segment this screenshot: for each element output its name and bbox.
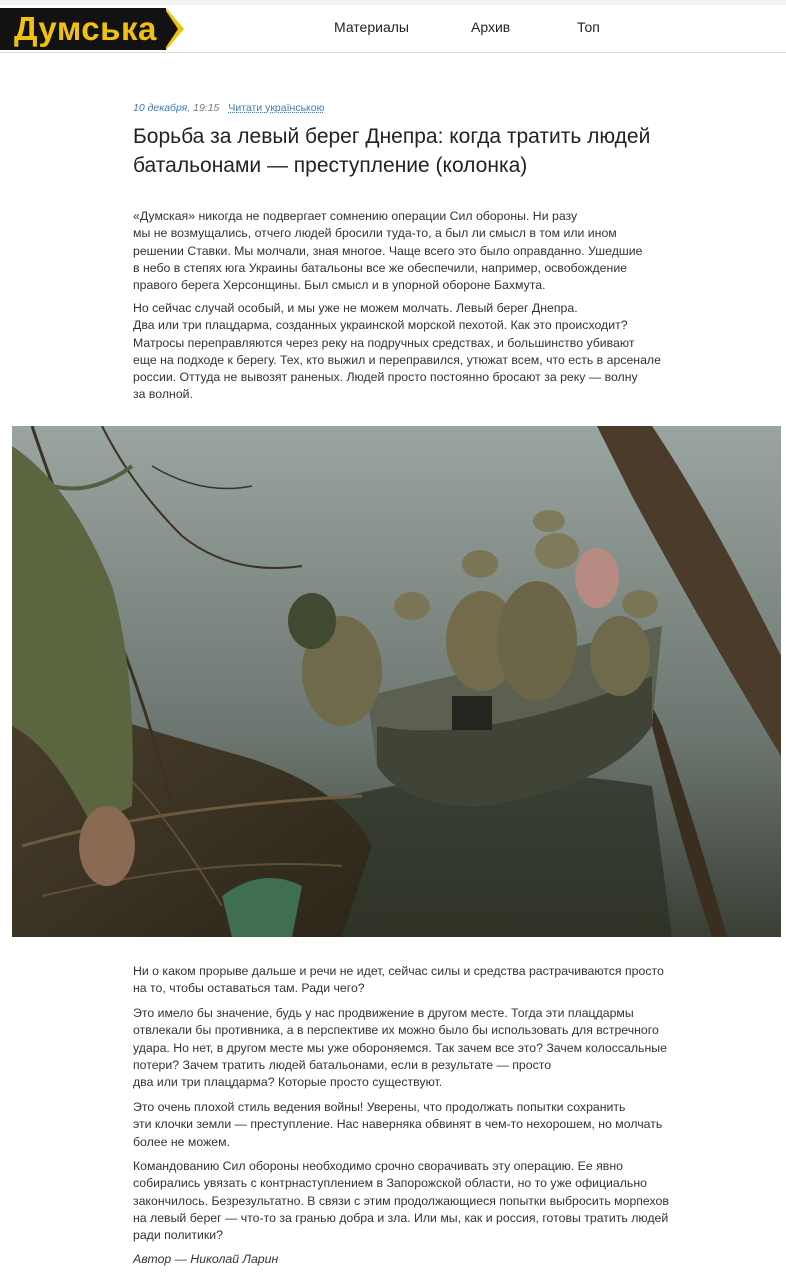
site-logo[interactable] xyxy=(0,8,186,50)
logo-text: Думська xyxy=(14,10,157,47)
article-title xyxy=(133,122,693,180)
article-meta xyxy=(133,102,324,114)
paragraph-line: правого берега Херсонщины. Был смысл и в упорной обороне Бахмута. xyxy=(133,278,546,293)
paragraph-line: потери? Зачем тратить людей батальонами, если в результате — просто xyxy=(133,1057,552,1072)
paragraph-line: в небо в степях юга Украины батальоны все же обеспечили, например, освобождение xyxy=(133,260,628,275)
paragraph-line: более не можем. xyxy=(133,1134,231,1149)
article-title-line: батальонами — преступление (колонка) xyxy=(133,154,528,177)
logo-dark-arrow xyxy=(164,8,178,50)
nav-materials[interactable]: Материалы xyxy=(334,19,409,35)
nav-archive[interactable]: Архив xyxy=(471,19,511,35)
article-paragraph xyxy=(133,300,661,404)
paragraph-line: собирались увязать с контрнаступлением в Запорожской области, но то уже официально xyxy=(133,1176,647,1191)
paragraph-line: Это имело бы значение, будь у нас продвижение в другом месте. Тогда эти плацдармы xyxy=(133,1006,634,1020)
paragraph-line: на то, чтобы оставаться там. Ради чего? xyxy=(133,981,365,996)
paragraph-line: «Думская» никогда не подвергает сомнению операции Сил обороны. Ни разу xyxy=(133,209,578,223)
paragraph-line: Командованию Сил обороны необходимо срочно сворачивать эту операцию. Ее явно xyxy=(133,1159,623,1173)
paragraph-line: мы не возмущались, отчего людей бросили туда-то, а был ли смысл в том или ином xyxy=(133,226,617,241)
paragraph-line: еще на подходе к берегу. Тех, кто выжил и переправился, утюжат всем, что есть в арсенале xyxy=(133,352,661,367)
nav-top[interactable]: Топ xyxy=(577,19,600,35)
paragraph-line: решении Ставки. Мы молчали, зная многое. Чаще всего это было оправданно. Ушедшие xyxy=(133,243,643,258)
article-date: 10 декабря xyxy=(133,102,188,114)
article-author: Автор — Николай Ларин xyxy=(133,1252,279,1266)
paragraph-line: удара. Но нет, в другом месте мы уже обороняемся. Так зачем все это? Зачем колоссальные xyxy=(133,1040,667,1055)
paragraph-line: два или три плацдарма? Которые просто существуют. xyxy=(133,1075,443,1090)
article-paragraph xyxy=(133,1158,669,1244)
paragraph-line: Это очень плохой стиль ведения войны! Уверены, что продолжать попытки сохранить xyxy=(133,1100,626,1114)
article-photo xyxy=(12,426,781,937)
paragraph-line: отвлекали бы противника, а в перспективе их можно было бы использовать для встречного xyxy=(133,1023,659,1038)
paragraph-line: Но сейчас случай особый, и мы уже не можем молчать. Левый берег Днепра. xyxy=(133,301,578,315)
article-time: , 19:15 xyxy=(187,102,220,114)
photo-illustration xyxy=(12,426,781,937)
header-top-strip xyxy=(0,0,786,5)
article-title-line: Борьба за левый берег Днепра: когда тратить людей xyxy=(133,125,651,148)
paragraph-line: Матросы переправляются через реку на подручных средствах, и большинство убивают xyxy=(133,335,635,350)
article-paragraph xyxy=(133,963,664,998)
article-paragraph xyxy=(133,1005,667,1091)
paragraph-line: за волной. xyxy=(133,387,193,402)
paragraph-line: Два или три плацдарма, созданных украинской морской пехотой. Как это происходит? xyxy=(133,318,628,333)
paragraph-line: Ни о каком прорыве дальше и речи не идет, сейчас силы и средства растрачиваются просто xyxy=(133,964,664,978)
paragraph-line: ради политики? xyxy=(133,1228,223,1243)
site-header xyxy=(0,0,786,53)
paragraph-line: закончилось. Безрезультатно. В связи с этим продолжающиеся попытки выбросить морпехов xyxy=(133,1193,669,1208)
article-paragraph xyxy=(133,1099,662,1151)
article-paragraph xyxy=(133,208,642,294)
paragraph-line: на левый берег — что-то за гранью добра и зла. Или мы, как и россия, готовы тратить людей xyxy=(133,1210,669,1225)
read-in-ukrainian-link[interactable]: Читати українською xyxy=(228,102,325,114)
paragraph-line: эти клочки земли — преступление. Нас наверняка обвинят в чем-то нехорошем, но молчать xyxy=(133,1117,663,1132)
paragraph-line: россии. Оттуда не вывозят раненых. Людей просто постоянно бросают за реку — волну xyxy=(133,370,638,385)
